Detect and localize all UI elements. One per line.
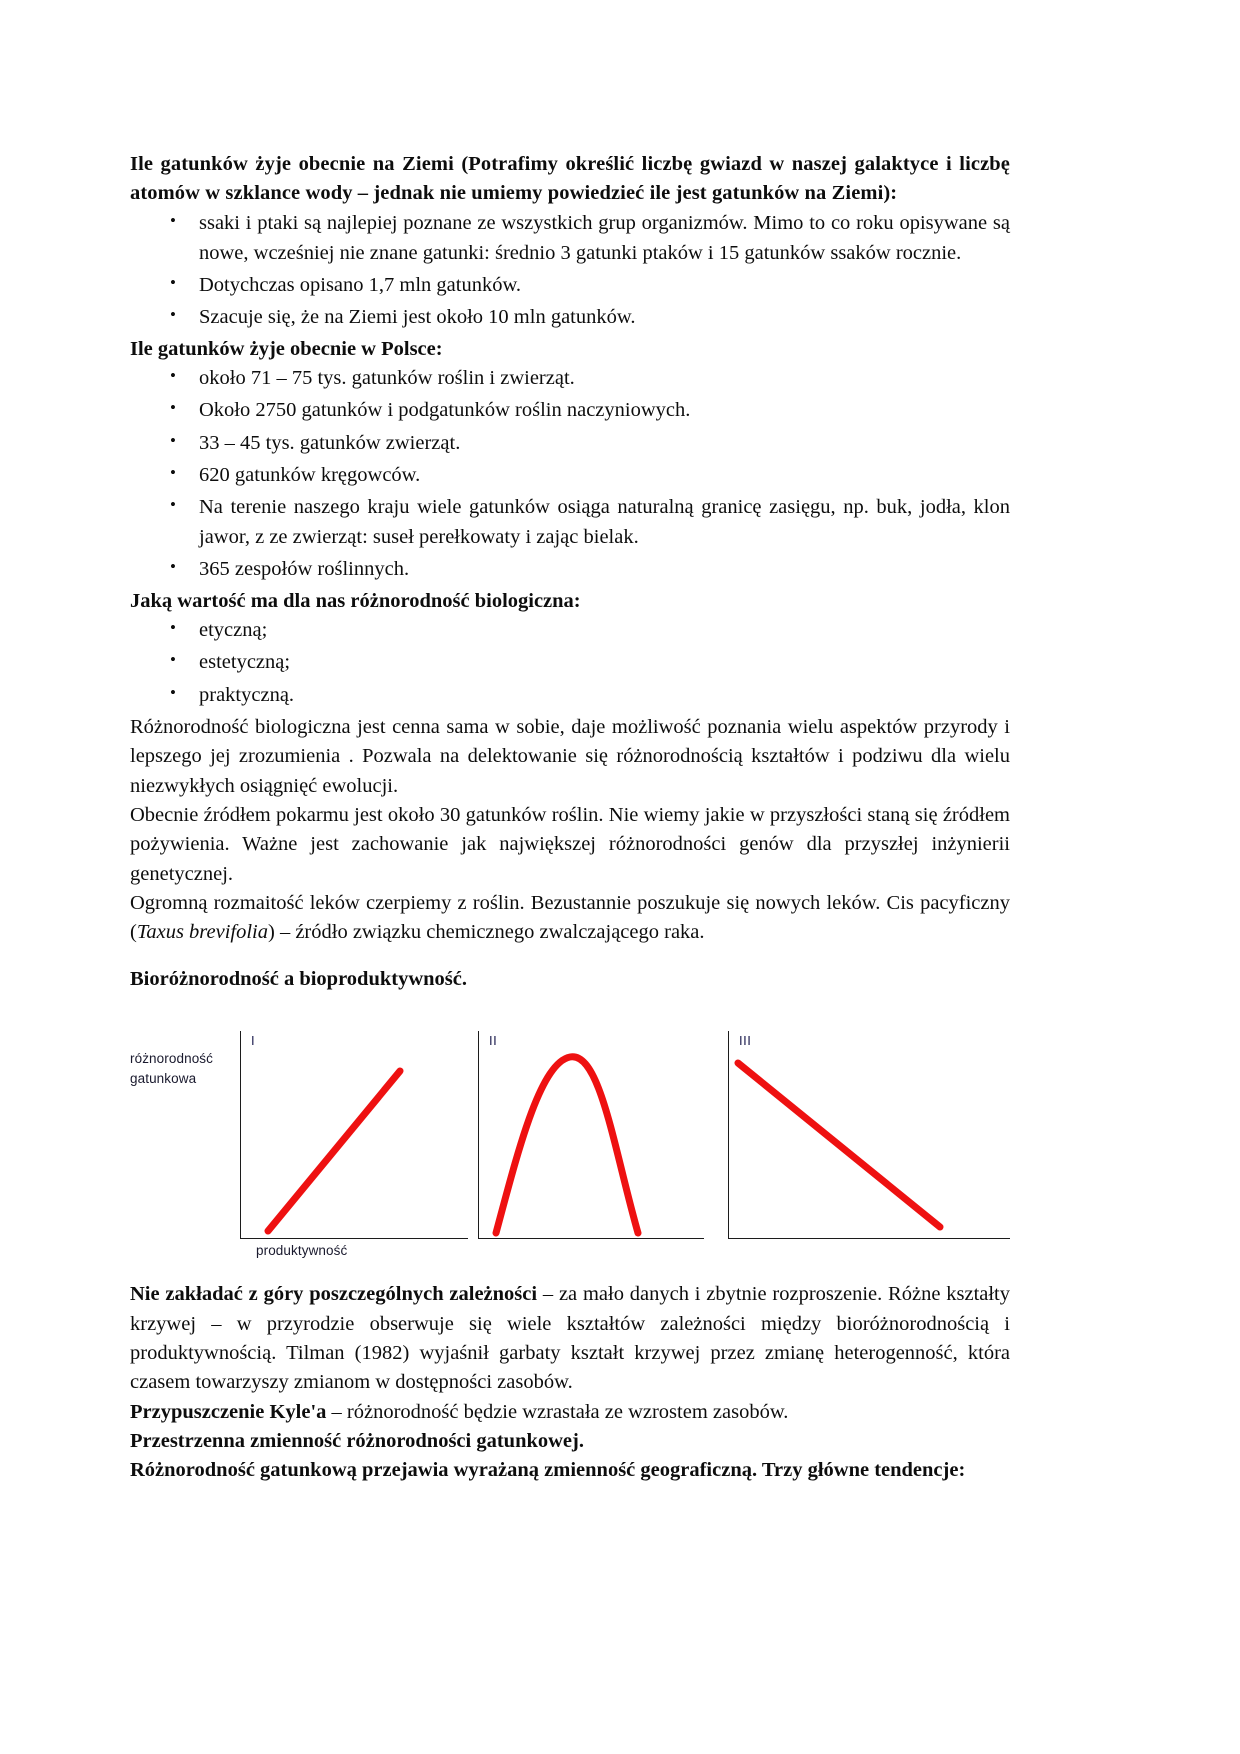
section-1-heading: Ile gatunków żyje obecnie na Ziemi (Potrafimy określić liczbę gwiazd w naszej galaktyce i liczbę atomów w szklance wody – jednak nie umiemy powiedzieć ile jest gatunków na Ziemi):	[130, 153, 1010, 205]
tail-paragraph-2	[130, 1398, 1010, 1427]
tail-paragraph-4	[130, 1456, 1010, 1485]
list-item: • estetyczną;	[130, 648, 1010, 677]
cis-text-after: ) – źródło związku chemicznego zwalczającego raka.	[268, 921, 705, 944]
chart-2-curve	[478, 1031, 704, 1239]
list-item: • Szacuje się, że na Ziemi jest około 10 mln gatunków.	[130, 303, 1010, 332]
list-item: • etyczną;	[130, 616, 1010, 645]
section-3-bullet-list	[130, 616, 1010, 710]
chart-3-label: III	[739, 1033, 752, 1049]
tail-1-bold: Nie zakładać z góry poszczególnych zależności	[130, 1283, 538, 1306]
list-item: • praktyczną.	[130, 681, 1010, 710]
section-2-bullet-list	[130, 364, 1010, 584]
chart-3-decreasing	[728, 1031, 1010, 1239]
chart-1-increasing	[240, 1031, 468, 1239]
section-1-bullet-list	[130, 209, 1010, 332]
x-axis-label: produktywność	[256, 1243, 348, 1259]
chart-1-label: I	[251, 1033, 256, 1049]
tail-1-rest: – za mało danych i zbytnie rozproszenie. Różne kształty krzywej – w przyrodzie obserwuje się wiele kształtów zależności między bioróżnorodnością i produktywnością. Tilman (1982) wyjaśnił garbaty kształt krzywej przez zmianę heterogenność, która czasem towarzyszy zmianom w dostępności zasobów.	[130, 1283, 1011, 1394]
list-item: • ssaki i ptaki są najlepiej poznane ze wszystkich grup organizmów. Mimo to co roku opisywane są nowe, wcześniej nie znane gatunki: średnio 3 gatunki ptaków i 15 gatunków ssaków rocznie.	[130, 209, 1010, 268]
list-item: • Około 2750 gatunków i podgatunków roślin naczyniowych.	[130, 396, 1010, 425]
section-3-heading: Jaką wartość ma dla nas różnorodność biologiczna:	[130, 590, 581, 613]
chart-3-curve	[728, 1031, 1010, 1239]
body-paragraph-cis	[130, 889, 1010, 948]
chart-2-label: II	[489, 1033, 498, 1049]
chart-2-hump	[478, 1031, 704, 1239]
tail-4-bold: Różnorodność gatunkową przejawia wyrażaną zmienność geograficzną. Trzy główne tendencje:	[130, 1459, 966, 1482]
list-item: • Na terenie naszego kraju wiele gatunków osiąga naturalną granicę zasięgu, np. buk, jodła, klon jawor, z ze zwierząt: suseł perełkowaty i zając bielak.	[130, 493, 1010, 552]
list-item: • 33 – 45 tys. gatunków zwierząt.	[130, 429, 1010, 458]
cis-text-before: Ogromną rozmaitość leków czerpiemy z roślin. Bezustannie poszukuje się nowych leków. Cis pacyficzny (	[130, 891, 1010, 944]
tail-2-bold: Przypuszczenie Kyle'a	[130, 1400, 327, 1423]
figure-heading: Bioróżnorodność a bioproduktywność.	[130, 968, 467, 991]
body-paragraph-1: Różnorodność biologiczna jest cenna sama w sobie, daje możliwość poznania wielu aspektów przyrody i lepszego jej zrozumienia . Pozwala na delektowanie się różnorodnością kształtów i podziwu dla wielu niezwykłych osiągnięć ewolucji.	[130, 715, 1010, 797]
list-item: • Dotychczas opisano 1,7 mln gatunków.	[130, 271, 1010, 300]
y-axis-label: różnorodność gatunkowa	[130, 1051, 213, 1086]
list-item: • 365 zespołów roślinnych.	[130, 555, 1010, 584]
species-latin-name: Taxus brevifolia	[136, 921, 268, 944]
document-page	[130, 150, 1010, 1486]
biodiversity-productivity-figure	[130, 1021, 1010, 1273]
list-item: • około 71 – 75 tys. gatunków roślin i zwierząt.	[130, 364, 1010, 393]
body-paragraph-2: Obecnie źródłem pokarmu jest około 30 gatunków roślin. Nie wiemy jakie w przyszłości staną się źródłem pożywienia. Ważne jest zachowanie jak największej różnorodności genów dla przyszłej inżynierii genetycznej.	[130, 803, 1010, 885]
tail-paragraph-3	[130, 1427, 1010, 1456]
tail-3-bold: Przestrzenna zmienność różnorodności gatunkowej.	[130, 1430, 584, 1453]
list-item: • 620 gatunków kręgowców.	[130, 461, 1010, 490]
tail-paragraph-1	[130, 1280, 1010, 1397]
tail-2-rest: – różnorodność będzie wzrastała ze wzrostem zasobów.	[326, 1400, 789, 1423]
section-2-heading: Ile gatunków żyje obecnie w Polsce:	[130, 338, 443, 361]
chart-1-curve	[240, 1031, 468, 1239]
